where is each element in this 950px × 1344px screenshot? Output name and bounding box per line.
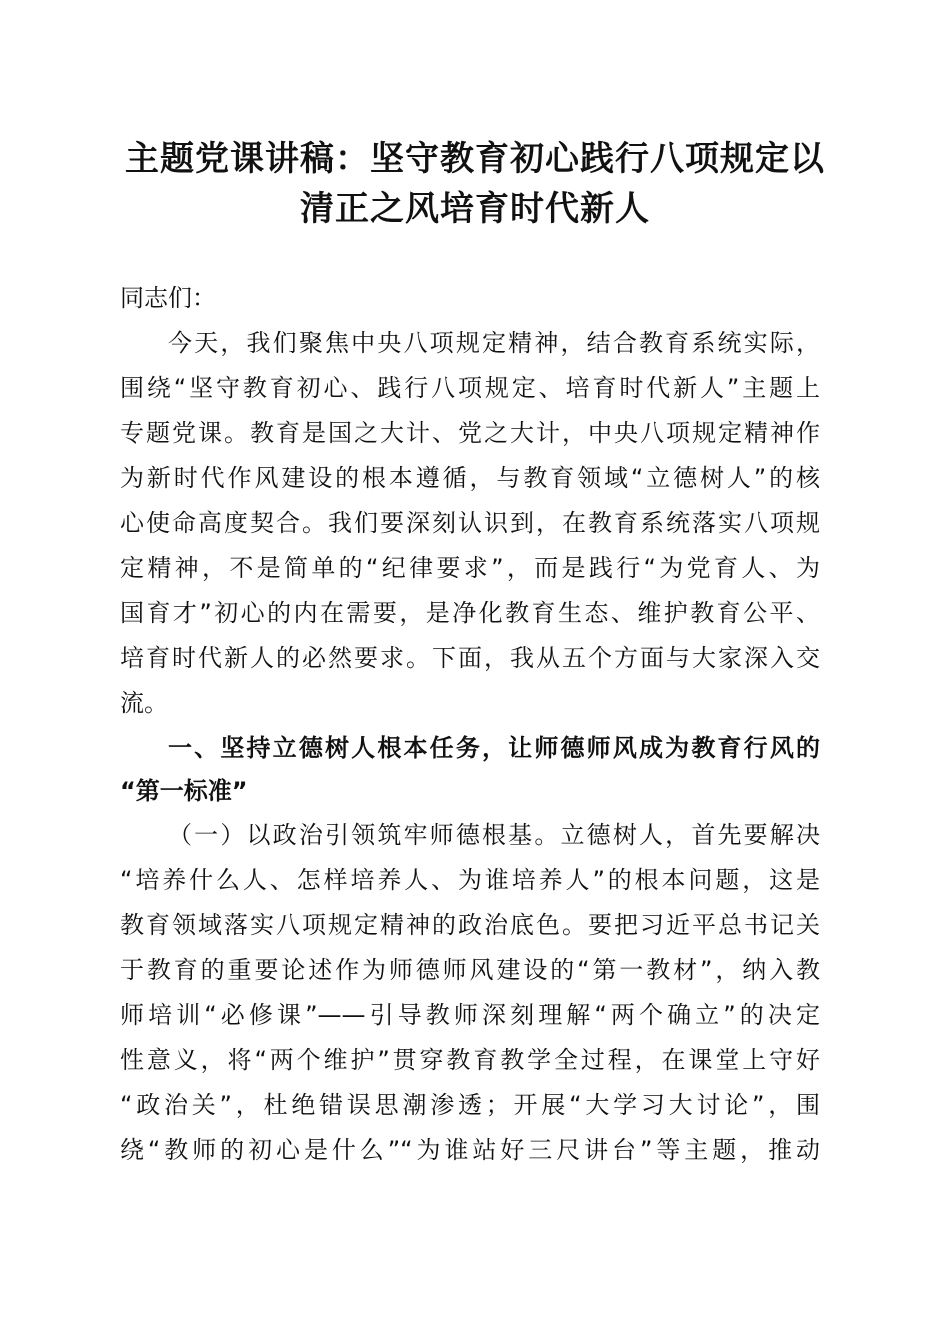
document-title-line-1: 主题党课讲稿：坚守教育初心践行八项规定以 <box>125 139 825 179</box>
section-heading-line: “第一标准” <box>120 777 248 805</box>
paragraph-line: 性意义，将“两个维护”贯穿教育教学全过程，在课堂上守好 <box>120 1046 820 1074</box>
paragraph-line: 培育时代新人的必然要求。下面，我从五个方面与大家深入交 <box>120 644 820 672</box>
paragraph-line: 今天，我们聚焦中央八项规定精神，结合教育系统实际， <box>168 329 820 357</box>
paragraph-line: 于教育的重要论述作为师德师风建设的“第一教材”，纳入教 <box>120 956 820 984</box>
paragraph-line: 国育才”初心的内在需要，是净化教育生态、维护教育公平、 <box>120 599 820 627</box>
section-heading-line: 一、坚持立德树人根本任务，让师德师风成为教育行风的 <box>168 734 820 762</box>
paragraph-line: 围绕“坚守教育初心、践行八项规定、培育时代新人”主题上 <box>120 374 820 402</box>
paragraph-line: 定精神，不是简单的“纪律要求”，而是践行“为党育人、为 <box>120 554 820 582</box>
paragraph-line: 心使命高度契合。我们要深刻认识到，在教育系统落实八项规 <box>120 509 820 537</box>
paragraph-line: 流。 <box>120 689 168 717</box>
paragraph-line: “培养什么人、怎样培养人、为谁培养人”的根本问题，这是 <box>120 866 820 894</box>
paragraph-line: 教育领域落实八项规定精神的政治底色。要把习近平总书记关 <box>120 911 820 939</box>
salutation: 同志们： <box>120 284 216 312</box>
paragraph-line: “政治关”，杜绝错误思潮渗透；开展“大学习大讨论”，围 <box>120 1091 820 1119</box>
paragraph-line: 为新时代作风建设的根本遵循，与教育领域“立德树人”的核 <box>120 464 820 492</box>
paragraph-line: 师培训“必修课”——引导教师深刻理解“两个确立”的决定 <box>120 1001 820 1029</box>
document-title-line-2: 清正之风培育时代新人 <box>300 189 650 229</box>
paragraph-line: 绕“教师的初心是什么”“为谁站好三尺讲台”等主题，推动 <box>120 1136 820 1164</box>
paragraph-line: （一）以政治引领筑牢师德根基。立德树人，首先要解决 <box>168 821 820 849</box>
paragraph-line: 专题党课。教育是国之大计、党之大计，中央八项规定精神作 <box>120 419 820 447</box>
